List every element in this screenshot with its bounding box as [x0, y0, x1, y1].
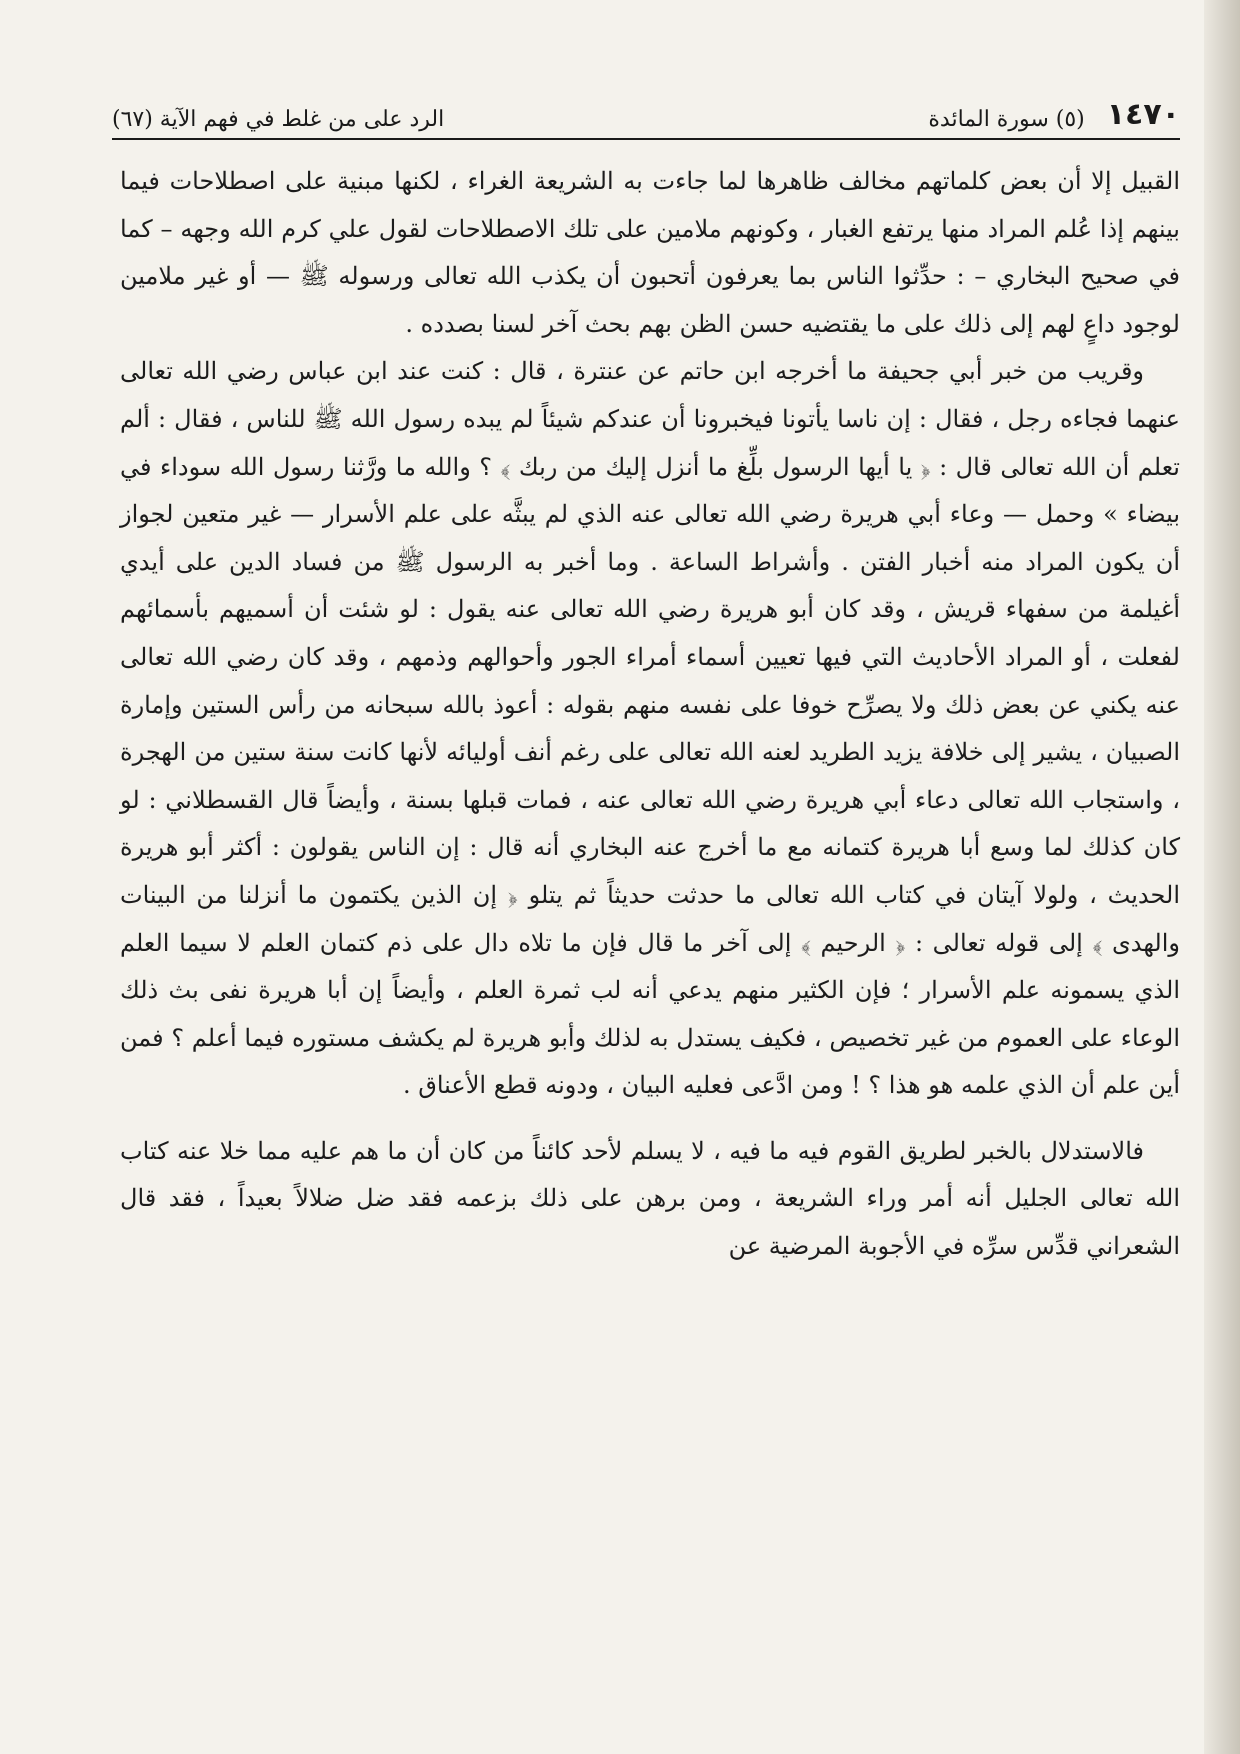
page-body [120, 158, 1180, 1271]
section-title: الرد على من غلط في فهم الآية (٦٧) [112, 107, 445, 132]
paragraph-3: فالاستدلال بالخبر لطريق القوم فيه ما فيه ، لا يسلم لأحد كائناً من كان أن ما هم عليه مما خلا عنه كتاب الله تعالى الجليل أنه أمر وراء الشريعة ، ومن برهن على ذلك بزعمه فقد ضل ضلالاً بعيداً ، فقد قال الشعراني قدِّس سرِّه في الأجوبة المرضية عن [120, 1136, 1180, 1261]
page-number: ١٤٧٠ [1106, 97, 1180, 132]
header-right-group [928, 97, 1180, 132]
surah-name: (٥) سورة المائدة [928, 107, 1085, 132]
header-divider [112, 138, 1180, 140]
paragraph-1: القبيل إلا أن بعض كلماتهم مخالف ظاهرها لما جاءت به الشريعة الغراء ، لكنها مبنية على اصطلاحات فيما بينهم إذا عُلم المراد منها يرتفع الغبار ، وكونهم ملامين على تلك الاصطلاحات لقول علي كرم الله وجهه – كما في صحيح البخاري – : حدِّثوا الناس بما يعرفون أتحبون أن يكذب الله تعالى ورسوله ﷺ — أو غير ملامين لوجود داعٍ لهم إلى ذلك على ما يقتضيه حسن الظن بهم بحث آخر لسنا بصدده . [120, 167, 1180, 338]
page-edge [1204, 0, 1240, 1754]
paragraph-2: وقريب من خبر أبي جحيفة ما أخرجه ابن حاتم عن عنترة ، قال : كنت عند ابن عباس رضي الله تعالى عنهما فجاءه رجل ، فقال : إن ناسا يأتونا فيخبرونا أن عندكم شيئاً لم يبده رسول الله ﷺ للناس ، فقال : ألم تعلم أن الله تعالى قال : ﴿ يا أيها الرسول بلِّغ ما أنزل إليك من ربك ﴾ ؟ والله ما ورَّثنا رسول الله سوداء في بيضاء » وحمل — وعاء أبي هريرة رضي الله تعالى عنه الذي لم يبثَّه على علم الأسرار — غير متعين لجواز أن يكون المراد منه أخبار الفتن . وأشراط الساعة . وما أخبر به الرسول ﷺ من فساد الدين على أيدي أغيلمة من سفهاء قريش ، وقد كان أبو هريرة رضي الله تعالى عنه يقول : لو شئت أن أسميهم بأسمائهم لفعلت ، أو المراد الأحاديث التي فيها تعيين أسماء أمراء الجور وأحوالهم وذمهم ، وقد كان رضي الله تعالى عنه يكني عن بعض ذلك ولا يصرِّح خوفا على نفسه منهم بقوله : أعوذ بالله سبحانه من رأس الستين وإمارة الصبيان ، يشير إلى خلافة يزيد الطريد لعنه الله تعالى على رغم أنف أوليائه لأنها كانت سنة ستين من الهجرة ، واستجاب الله تعالى دعاء أبي هريرة رضي الله تعالى عنه ، فمات قبلها بسنة ، وأيضاً قال القسطلاني : لو كان كذلك لما وسع أبا هريرة كتمانه مع ما أخرج عنه البخاري أنه قال : إن الناس يقولون : أكثر أبو هريرة الحديث ، ولولا آيتان في كتاب الله تعالى ما حدثت حديثاً ثم يتلو ﴿ إن الذين يكتمون ما أنزلنا من البينات والهدى ﴾ إلى قوله تعالى : ﴿ الرحيم ﴾ إلى آخر ما قال فإن ما تلاه دال على ذم كتمان العلم لا سيما العلم الذي يسمونه علم الأسرار ؛ فإن الكثير منهم يدعي أنه لب ثمرة العلم ، وأيضاً إن أبا هريرة نفى بث ذلك الوعاء على العموم من غير تخصيص ، فكيف يستدل به لذلك وأبو هريرة لم يكشف مستوره فيما أعلم ؟ فمن أين علم أن الذي علمه هو هذا ؟ ! ومن ادَّعى فعليه البيان ، ودونه قطع الأعناق . [120, 357, 1181, 1100]
running-header [112, 92, 1180, 132]
